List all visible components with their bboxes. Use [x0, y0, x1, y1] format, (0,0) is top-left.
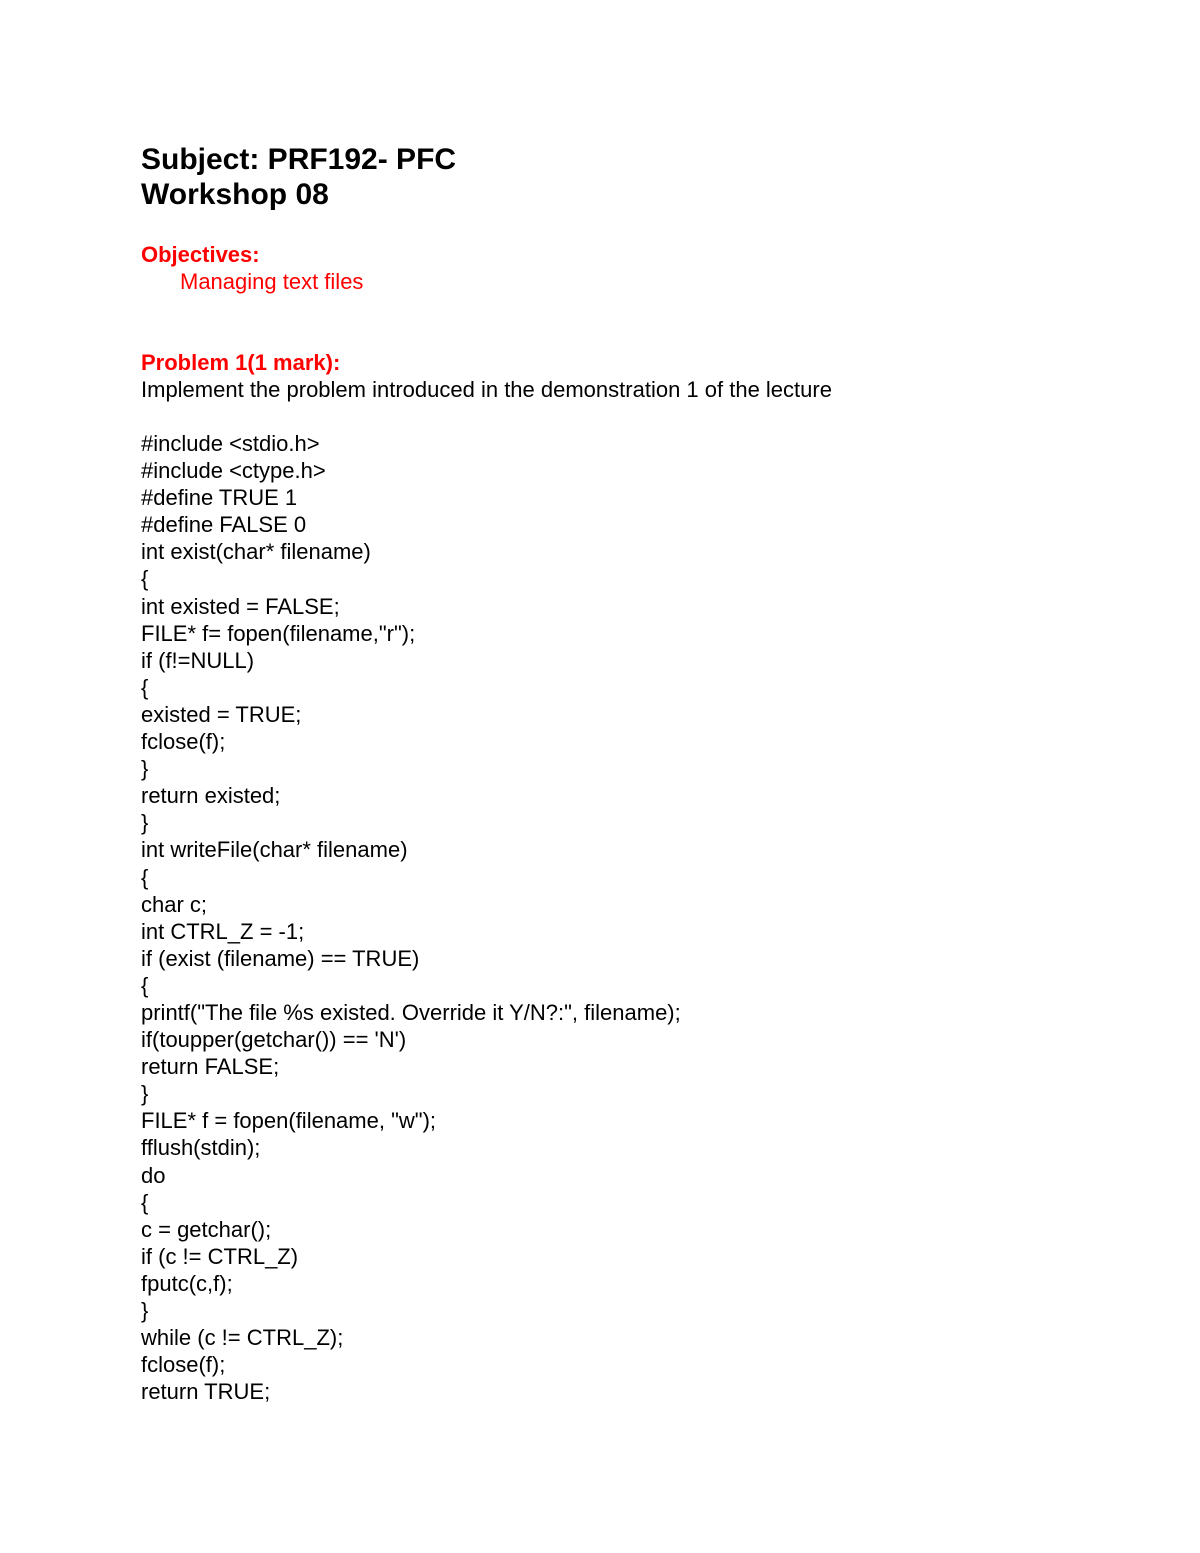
code-line: existed = TRUE; — [141, 701, 302, 727]
code-line: } — [141, 756, 149, 782]
code-line: #include <ctype.h> — [141, 458, 326, 484]
objectives-heading: Objectives: — [141, 242, 260, 267]
code-line: int writeFile(char* filename) — [141, 837, 408, 863]
code-line: printf("The file %s existed. Override it Y/N?:", filename); — [141, 999, 681, 1025]
objective-item: Managing text files — [180, 269, 364, 294]
code-line: return FALSE; — [141, 1054, 280, 1080]
code-line: while (c != CTRL_Z); — [141, 1325, 344, 1351]
code-line: } — [141, 1081, 149, 1107]
code-line: int CTRL_Z = -1; — [141, 918, 305, 944]
workshop-title: Workshop 08 — [141, 178, 329, 211]
code-line: return existed; — [141, 783, 281, 809]
code-line: #include <stdio.h> — [141, 431, 320, 456]
code-line: } — [141, 1298, 149, 1323]
code-line: c = getchar(); — [141, 1216, 272, 1242]
code-listing — [141, 430, 681, 1405]
problem-1-description: Implement the problem introduced in the demonstration 1 of the lecture — [141, 377, 832, 402]
problem-1-heading: Problem 1(1 mark): — [141, 350, 341, 375]
code-line: int exist(char* filename) — [141, 539, 371, 565]
code-line: fclose(f); — [141, 729, 226, 755]
code-line: if(toupper(getchar()) == 'N') — [141, 1027, 407, 1053]
code-line: do — [141, 1162, 166, 1188]
code-line: return TRUE; — [141, 1379, 271, 1405]
code-line: int existed = FALSE; — [141, 593, 340, 619]
code-line: fclose(f); — [141, 1352, 226, 1378]
code-line: { — [141, 1189, 149, 1215]
code-line: FILE* f= fopen(filename,"r"); — [141, 620, 416, 646]
code-line: if (f!=NULL) — [141, 647, 255, 673]
subject-title: Subject: PRF192- PFC — [141, 143, 457, 176]
code-line: #define FALSE 0 — [141, 512, 307, 538]
code-line: char c; — [141, 891, 208, 917]
code-line: fputc(c,f); — [141, 1270, 233, 1296]
code-line: fflush(stdin); — [141, 1135, 261, 1161]
code-line: { — [141, 674, 149, 700]
code-line: FILE* f = fopen(filename, "w"); — [141, 1108, 437, 1134]
code-line: { — [141, 864, 149, 890]
code-line: if (c != CTRL_Z) — [141, 1243, 299, 1269]
code-line: if (exist (filename) == TRUE) — [141, 945, 420, 971]
code-line: } — [141, 810, 149, 836]
code-line: { — [141, 566, 149, 592]
code-line: #define TRUE 1 — [141, 485, 298, 511]
code-line: { — [141, 972, 149, 998]
